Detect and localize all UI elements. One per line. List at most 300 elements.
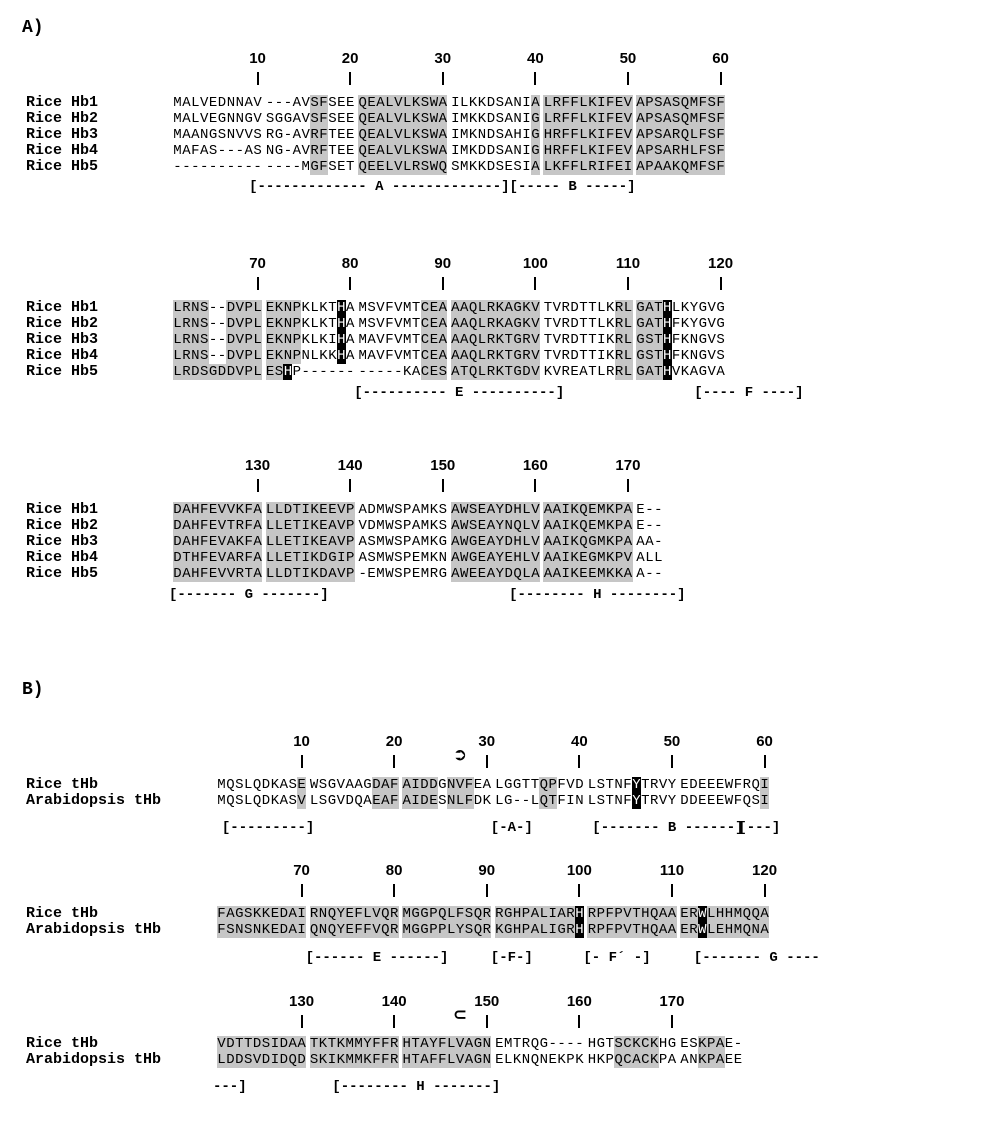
residue: L [522, 550, 531, 566]
residue: L [587, 777, 597, 793]
residue: Q [358, 111, 367, 127]
residue: H [587, 1036, 597, 1052]
residue: R [649, 777, 659, 793]
residue: S [253, 143, 262, 159]
residue: F [733, 793, 743, 809]
residue: R [588, 159, 597, 175]
residue: A [636, 111, 645, 127]
residue: D [345, 793, 354, 809]
residue: S [367, 316, 376, 332]
residue: Y [667, 777, 677, 793]
residue: N [614, 777, 623, 793]
residue: W [724, 777, 734, 793]
residue: L [597, 316, 606, 332]
residue: K [680, 332, 690, 348]
residue: F [319, 127, 328, 143]
residue: H [283, 364, 293, 380]
residue: M [301, 159, 310, 175]
residue: M [420, 518, 430, 534]
residue: V [217, 550, 227, 566]
residue: W [698, 922, 707, 938]
residue: C [420, 316, 430, 332]
residue: T [654, 348, 663, 364]
residue: R [587, 922, 597, 938]
residue: M [689, 159, 699, 175]
residue: - [274, 159, 284, 175]
residue: P [658, 1052, 668, 1068]
residue: Q [309, 922, 319, 938]
residue: H [191, 566, 200, 582]
residue: E [265, 300, 275, 316]
residue: R [614, 316, 624, 332]
residue: L [522, 534, 531, 550]
residue: F [381, 1052, 390, 1068]
residue: Y [689, 316, 699, 332]
residue: K [274, 316, 284, 332]
residue: A [328, 566, 337, 582]
residue: A [438, 111, 447, 127]
residue: Q [468, 300, 478, 316]
residue: I [301, 534, 310, 550]
residue: K [336, 1036, 345, 1052]
residue: C [420, 300, 430, 316]
residue: K [575, 1052, 584, 1068]
panel-label-a: A) [22, 18, 44, 38]
residue: R [389, 922, 399, 938]
residue: K [680, 364, 690, 380]
residue: F [561, 111, 570, 127]
residue: D [319, 566, 328, 582]
residue: M [402, 300, 412, 316]
residue: G [513, 332, 522, 348]
residue: D [319, 550, 328, 566]
residue: E [376, 159, 385, 175]
position-tick-label: 170 [615, 457, 641, 474]
residue: M [402, 922, 411, 938]
residue: Q [226, 793, 235, 809]
residue: V [394, 95, 403, 111]
residue: E [614, 111, 624, 127]
residue: I [597, 332, 606, 348]
residue: F [698, 143, 707, 159]
residue: A [552, 534, 561, 550]
residue: W [459, 534, 469, 550]
residue: E [208, 95, 218, 111]
residue: R [689, 922, 698, 938]
residue: V [337, 566, 346, 582]
residue: S [217, 127, 227, 143]
residue: E [680, 922, 689, 938]
residue: V [394, 111, 403, 127]
residue: G [588, 550, 597, 566]
sequence-name: Rice Hb4 [26, 549, 99, 566]
residue: G [698, 348, 707, 364]
residue: V [217, 1036, 226, 1052]
sequence-name: Rice Hb3 [26, 331, 99, 348]
position-tick-label: 150 [430, 457, 456, 474]
residue: I [451, 111, 460, 127]
residue: I [548, 906, 557, 922]
residue: R [265, 127, 275, 143]
residue: A [438, 300, 447, 316]
residue: Y [429, 1036, 438, 1052]
residue: H [662, 332, 672, 348]
residue: T [327, 1036, 337, 1052]
residue: F [191, 143, 200, 159]
residue: A [345, 300, 355, 316]
residue: V [235, 348, 244, 364]
residue: V [566, 777, 575, 793]
residue: K [429, 534, 439, 550]
residue: K [570, 518, 579, 534]
residue: D [279, 1052, 288, 1068]
residue: F [389, 777, 399, 793]
residue: T [579, 316, 588, 332]
residue: S [438, 502, 447, 518]
residue: L [173, 332, 182, 348]
residue: N [265, 143, 275, 159]
residue: K [614, 566, 624, 582]
residue: P [596, 922, 605, 938]
residue: K [310, 518, 319, 534]
residue: - [358, 364, 367, 380]
residue: E [372, 793, 381, 809]
residue: V [531, 300, 540, 316]
residue: G [716, 300, 725, 316]
helix-region-bracket: [------- G ---- [693, 950, 820, 966]
residue: F [438, 1036, 447, 1052]
residue: H [543, 143, 553, 159]
residue: L [310, 316, 319, 332]
residue: A [451, 364, 460, 380]
residue: I [597, 95, 606, 111]
residue: M [354, 1036, 363, 1052]
residue: G [698, 300, 707, 316]
residue: S [438, 364, 447, 380]
residue: L [495, 793, 504, 809]
residue: R [614, 300, 624, 316]
residue: E [570, 364, 579, 380]
residue: G [274, 127, 284, 143]
residue: R [552, 127, 561, 143]
residue: F [557, 777, 566, 793]
position-tick-mark [301, 884, 303, 897]
residue: A [226, 906, 235, 922]
residue: L [385, 127, 394, 143]
residue: E [337, 111, 346, 127]
residue: H [512, 922, 522, 938]
residue: T [504, 348, 513, 364]
residue: E [495, 1036, 504, 1052]
residue: A [182, 518, 191, 534]
residue: L [579, 143, 588, 159]
residue: A [504, 111, 513, 127]
residue: F [716, 127, 725, 143]
residue: Q [288, 1052, 297, 1068]
residue: S [420, 127, 430, 143]
residue: S [235, 777, 244, 793]
residue: A [292, 95, 301, 111]
residue: P [706, 1052, 716, 1068]
residue: A [288, 922, 297, 938]
residue: A [420, 1036, 429, 1052]
residue: T [543, 332, 553, 348]
residue: A [451, 566, 460, 582]
residue: R [671, 127, 681, 143]
residue: K [570, 550, 579, 566]
residue: A [623, 518, 633, 534]
sequence-name: Rice Hb2 [26, 110, 99, 127]
residue: E [319, 518, 328, 534]
residue: F [698, 127, 707, 143]
residue: W [385, 534, 394, 550]
residue: S [253, 127, 262, 143]
residue: S [495, 143, 504, 159]
residue: T [345, 159, 355, 175]
residue: L [265, 502, 275, 518]
residue: M [459, 159, 469, 175]
residue: K [328, 348, 337, 364]
position-tick-mark [301, 1015, 303, 1028]
residue: - [367, 364, 376, 380]
residue: H [513, 127, 522, 143]
residue: N [226, 111, 236, 127]
residue: P [566, 1052, 575, 1068]
residue: A [662, 143, 672, 159]
residue: N [689, 1052, 698, 1068]
residue: S [367, 534, 376, 550]
residue: M [173, 111, 182, 127]
residue: Q [614, 1052, 623, 1068]
residue: S [654, 143, 663, 159]
residue: S [199, 300, 209, 316]
residue: W [459, 518, 469, 534]
residue: L [446, 1036, 456, 1052]
residue: A [623, 502, 633, 518]
residue: A [451, 518, 460, 534]
residue: R [522, 348, 531, 364]
residue: L [543, 159, 553, 175]
residue: K [468, 95, 478, 111]
residue: F [698, 111, 707, 127]
residue: K [605, 550, 615, 566]
residue: K [588, 127, 597, 143]
residue: A [381, 777, 390, 793]
residue: P [614, 518, 624, 534]
residue: T [588, 300, 597, 316]
residue: E [477, 550, 487, 566]
residue: P [292, 332, 301, 348]
residue: T [411, 316, 421, 332]
residue: T [244, 566, 253, 582]
residue: R [235, 566, 244, 582]
residue: I [301, 550, 310, 566]
residue: S [265, 111, 275, 127]
residue: S [394, 550, 403, 566]
residue: E [579, 566, 588, 582]
residue: G [503, 922, 513, 938]
residue: Y [495, 518, 504, 534]
position-tick-label: 170 [659, 993, 685, 1010]
residue: L [446, 906, 456, 922]
residue: V [455, 777, 465, 793]
residue: T [521, 777, 531, 793]
residue: H [337, 348, 346, 364]
residue: A [636, 159, 645, 175]
residue: D [283, 502, 293, 518]
residue: E [614, 127, 624, 143]
residue: L [363, 906, 372, 922]
residue: L [446, 1052, 456, 1068]
residue: R [561, 364, 570, 380]
residue: A [662, 111, 672, 127]
residue: L [253, 364, 262, 380]
residue: R [309, 906, 319, 922]
residue: Q [327, 922, 337, 938]
residue: N [482, 1036, 491, 1052]
residue: A [244, 143, 253, 159]
residue: N [539, 1052, 548, 1068]
position-tick-mark [534, 479, 536, 492]
residue: V [552, 300, 561, 316]
residue: G [438, 534, 447, 550]
residue: A [376, 143, 385, 159]
residue: Q [438, 906, 447, 922]
residue: R [552, 111, 561, 127]
residue: F [244, 502, 253, 518]
residue: M [358, 300, 367, 316]
residue: A [358, 502, 367, 518]
residue: Q [680, 159, 690, 175]
residue: M [173, 143, 182, 159]
residue: K [301, 316, 310, 332]
residue: V [376, 348, 385, 364]
residue: V [394, 127, 403, 143]
position-tick-label: 50 [663, 733, 681, 750]
residue: A [760, 922, 769, 938]
residue: L [623, 348, 633, 364]
residue: T [548, 793, 557, 809]
residue: L [265, 566, 275, 582]
residue: R [552, 95, 561, 111]
residue: S [654, 111, 663, 127]
residue: G [327, 777, 337, 793]
residue: E [636, 502, 645, 518]
residue: F [438, 1052, 447, 1068]
position-tick-label: 90 [478, 862, 496, 879]
residue: L [310, 348, 319, 364]
residue: K [552, 159, 561, 175]
residue: P [345, 518, 355, 534]
residue: A [645, 300, 654, 316]
residue: R [671, 143, 681, 159]
residue: H [587, 1052, 597, 1068]
residue: W [309, 777, 319, 793]
direction-arrow-icon: ➲ [452, 745, 468, 765]
residue: F [605, 95, 615, 111]
residue: A [328, 534, 337, 550]
residue: M [358, 316, 367, 332]
position-tick-label: 50 [619, 50, 637, 67]
residue: V [336, 777, 345, 793]
residue: P [645, 127, 654, 143]
residue: M [217, 793, 226, 809]
residue: Q [438, 159, 447, 175]
residue: H [724, 906, 734, 922]
residue: F [372, 1036, 381, 1052]
residue: G [531, 127, 540, 143]
residue: E [680, 777, 689, 793]
residue: A [623, 566, 633, 582]
residue: A [645, 316, 654, 332]
residue: R [482, 906, 491, 922]
residue: V [707, 316, 716, 332]
residue: S [318, 793, 328, 809]
residue: L [385, 111, 394, 127]
residue: A [543, 550, 553, 566]
residue: L [671, 300, 681, 316]
residue: A [182, 111, 191, 127]
residue: K [318, 1052, 328, 1068]
residue: T [411, 332, 421, 348]
residue: L [623, 300, 633, 316]
residue: S [671, 111, 681, 127]
residue: E [208, 550, 218, 566]
residue: A [715, 1052, 725, 1068]
residue: L [623, 316, 633, 332]
residue: H [513, 534, 522, 550]
residue: V [253, 95, 262, 111]
residue: K [605, 348, 615, 364]
residue: Q [468, 316, 478, 332]
residue: A [557, 906, 566, 922]
residue: K [570, 566, 579, 582]
sequence-name: Rice Hb2 [26, 315, 99, 332]
position-tick-label: 30 [478, 733, 496, 750]
residue: M [597, 518, 606, 534]
residue: K [698, 1052, 707, 1068]
residue: D [486, 159, 496, 175]
residue: - [217, 348, 227, 364]
residue: - [548, 1036, 557, 1052]
residue: F [605, 906, 614, 922]
residue: D [689, 777, 698, 793]
residue: E [504, 550, 513, 566]
residue: V [297, 793, 306, 809]
residue: R [561, 348, 570, 364]
residue: I [328, 332, 337, 348]
residue: A [552, 550, 561, 566]
residue: Y [689, 300, 699, 316]
residue: L [477, 348, 487, 364]
residue: T [588, 332, 597, 348]
residue: - [208, 300, 218, 316]
residue: E [367, 127, 376, 143]
residue: - [512, 793, 522, 809]
position-tick-mark [764, 884, 766, 897]
residue: P [402, 518, 412, 534]
residue: D [504, 534, 513, 550]
residue: - [226, 143, 236, 159]
residue: K [605, 332, 615, 348]
residue: L [459, 95, 469, 111]
residue: F [385, 332, 394, 348]
residue: P [292, 300, 301, 316]
residue: - [645, 502, 654, 518]
position-tick-label: 80 [341, 255, 359, 272]
residue: Q [539, 777, 548, 793]
residue: S [367, 550, 376, 566]
